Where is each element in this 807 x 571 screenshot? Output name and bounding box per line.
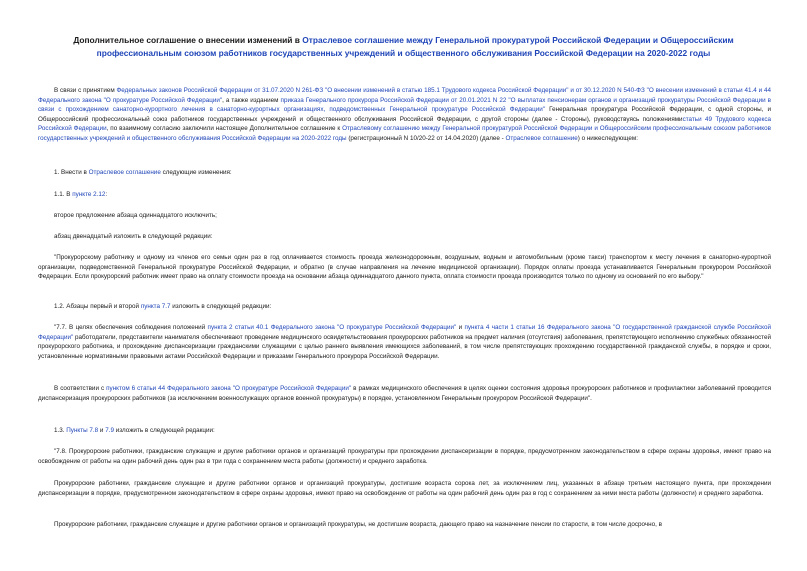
paragraph-1-3: 1.3. Пункты 7.8 и 7.9 изложить в следующей редакции:: [54, 427, 215, 434]
title-link[interactable]: Отраслевое соглашение между Генеральной прокуратурой Российской Федерации и Общероссийским профессиональным союзом работников государственных учреждений и общественного обслуживания Российской Федерации на 2020-2022 годы: [96, 35, 734, 58]
paragraph-7-7-second: В соответствии с пунктом 6 статьи 44 Федерального закона "О прокуратуре Российской Федерации" в рамках медицинского обеспечения в целях оценки состояния здоровья прокурорских работников и профилактики заболеваний проводится диспансеризация прокурорских работников (за исключением военнослужащих органов военной прокуратуры) в порядке, установленном Генеральным прокурором Российской Федерации".: [38, 385, 771, 402]
clause-7-8-link[interactable]: Пункты 7.8: [66, 427, 99, 434]
sector-agreement-short-link[interactable]: Отраслевое соглашение: [505, 134, 578, 142]
paragraph-1: 1. Внести в Отраслевое соглашение следующие изменения:: [54, 169, 232, 176]
clause-7-9-link[interactable]: 7.9: [105, 427, 114, 434]
title-text: Дополнительное соглашение о внесении изменений в: [73, 35, 303, 45]
document-title: [40, 34, 767, 59]
paragraph-7-8-second: Прокурорские работники, гражданские служащие и другие работники органов и организаций прокуратуры, достигшие возраста сорока лет, за исключением лиц, указанных в абзаце третьем настоящего пункта, при прохождении диспансеризации в порядке, предусмотренном законодательством в сфере охраны здоровья, имеют право на освобождение от работы на один рабочий день один раз в год с сохранением за ними места работы (должности) и среднего заработка.: [38, 480, 771, 497]
sector-agreement-link[interactable]: Отраслевому соглашению между Генеральной прокуратурой Российской Федерации и Общероссийским профессиональным союзом работников государственных учреждений и общественного обслуживания Российской Федерации на 2020-2022 годы: [38, 125, 771, 142]
law-article-40-link[interactable]: пункта 2 статьи 40.1 Федерального закона "О прокуратуре Российской Федерации": [207, 324, 457, 331]
labor-code-link[interactable]: статьи 49 Трудового кодекса Российской Федерации: [38, 115, 772, 133]
paragraph-twelfth: абзац двенадцатый изложить в следующей редакции:: [54, 233, 213, 240]
intro-paragraph: В связи с принятием Федеральных законов Российской Федерации от 31.07.2020 N 261-ФЗ "О внесении изменений в статью 185.1 Трудового кодекса Российской Федерации" и от 30.12.2020 N 540-ФЗ "О внесении изменений в статьи 41.4 и 44 Федерального закона "О прокуратуре Российской Федерации", а также изданием приказа Генерального прокурора Российской Федерации от 20.01.2021 N 22 "О выплатах пенсионерам органов и организаций прокуратуры Российской Федерации в связи с прохождением санаторно-курортного лечения в санаторно-курортных организациях, подведомственных Генеральной прокуратуре Российской Федерации" Генеральная прокуратура Российской Федерации, с одной стороны, и Общероссийский профессиональный союз работников государственных учреждений и общественного обслуживания Российской Федерации, с другой стороны (далее - Стороны), руководствуясь положениямистатьи 49 Трудового кодекса Российской Федерации, по взаимному согласию заключили настоящее Дополнительное соглашение к Отраслевому соглашению между Генеральной прокуратурой Российской Федерации и Общероссийским профессиональным союзом работников государственных учреждений и общественного обслуживания Российской Федерации на 2020-2022 годы (регистрационный N 10/20-22 от 14.04.2020) (далее - Отраслевое соглашение) о нижеследующем:: [38, 87, 772, 142]
paragraph-7-7: "7.7. В целях обеспечения соблюдения положений пункта 2 статьи 40.1 Федерального закона "О прокуратуре Российской Федерации" и пункта 4 части 1 статьи 16 Федерального закона "О государственной гражданской службе Российской Федерации" работодатели, представители нанимателя обеспечивают проведение медицинского освидетельствования прокурорских работников на предмет наличия (отсутствия) заболевания, препятствующего исполнению служебных обязанностей прокурорского работника, и прохождение диспансеризации гражданскими служащими с целью раннего выявления имеющихся заболеваний, в том числе препятствующих прохождению государственной гражданской службы, в порядке и сроки, установленные нормативными правовыми актами Российской Федерации и приказами Генерального прокурора Российской Федерации.: [38, 324, 771, 360]
paragraph-second-sentence: второе предложение абзаца одиннадцатого исключить;: [54, 212, 217, 219]
paragraph-7-8: "7.8. Прокурорские работники, гражданские служащие и другие работники органов и организаций прокуратуры при прохождении диспансеризации в порядке, предусмотренном законодательством в сфере охраны здоровья, имеют право на освобождение от работы на один рабочий день один раз в три года с сохранением места работы (должности) и среднего заработка.: [38, 448, 771, 465]
order-link[interactable]: приказа Генерального прокурора Российской Федерации от 20.01.2021 N 22 "О выплатах пенсионерам органов и организаций прокуратуры Российской Федерации в связи с прохождением санаторно-курортного лечения в санаторно-курортных организациях, подведомственных Генеральной прокуратуре Российской Федерации": [38, 96, 771, 114]
clause-7-7-link[interactable]: пункта 7.7: [140, 303, 171, 310]
quote-paragraph-1: "Прокурорскому работнику и одному из членов его семьи один раз в год оплачивается стоимость проезда железнодорожным, воздушным, водным и автомобильным (кроме такси) транспортом к месту лечения в санаторно-курортной организации, подведомственной Генеральной прокуратуре Российской Федерации, и обратно (в случае направления на лечение медицинской организации). Порядок оплаты проезда устанавливается Генеральным прокурором Российской Федерации. Если прокурорский работник имеет право на оплату стоимости проезда на основании абзаца одиннадцатого данного пункта, оплата стоимости проезда производится только по одному из оснований по его выбору.": [38, 254, 771, 281]
paragraph-1-1: 1.1. В пункте 2.12:: [54, 191, 108, 198]
clause-2-12-link[interactable]: пункте 2.12: [72, 191, 106, 198]
paragraph-7-8-third: Прокурорские работники, гражданские служащие и другие работники органов и организаций прокуратуры, не достигшие возраста, дающего право на назначение пенсии по старости, в том числе досрочно, в: [54, 521, 662, 528]
law-article-44-link[interactable]: пунктом 6 статьи 44 Федерального закона "О прокуратуре Российской Федерации": [106, 385, 352, 392]
paragraph-1-2: 1.2. Абзацы первый и второй пункта 7.7 изложить в следующей редакции:: [54, 303, 272, 310]
civil-service-law-link[interactable]: пункта 4 части 1 статьи 16 Федерального закона "О государственной гражданской службе Российской Федерации": [38, 324, 771, 341]
federal-laws-link[interactable]: Федеральных законов Российской Федерации от 31.07.2020 N 261-ФЗ "О внесении изменений в статью 185.1 Трудового кодекса Российской Федерации" и от 30.12.2020 N 540-ФЗ "О внесении изменений в статьи 41.4 и 44 Федерального закона "О прокуратуре Российской Федерации": [38, 87, 771, 104]
agreement-link[interactable]: Отраслевое соглашение: [88, 169, 161, 176]
